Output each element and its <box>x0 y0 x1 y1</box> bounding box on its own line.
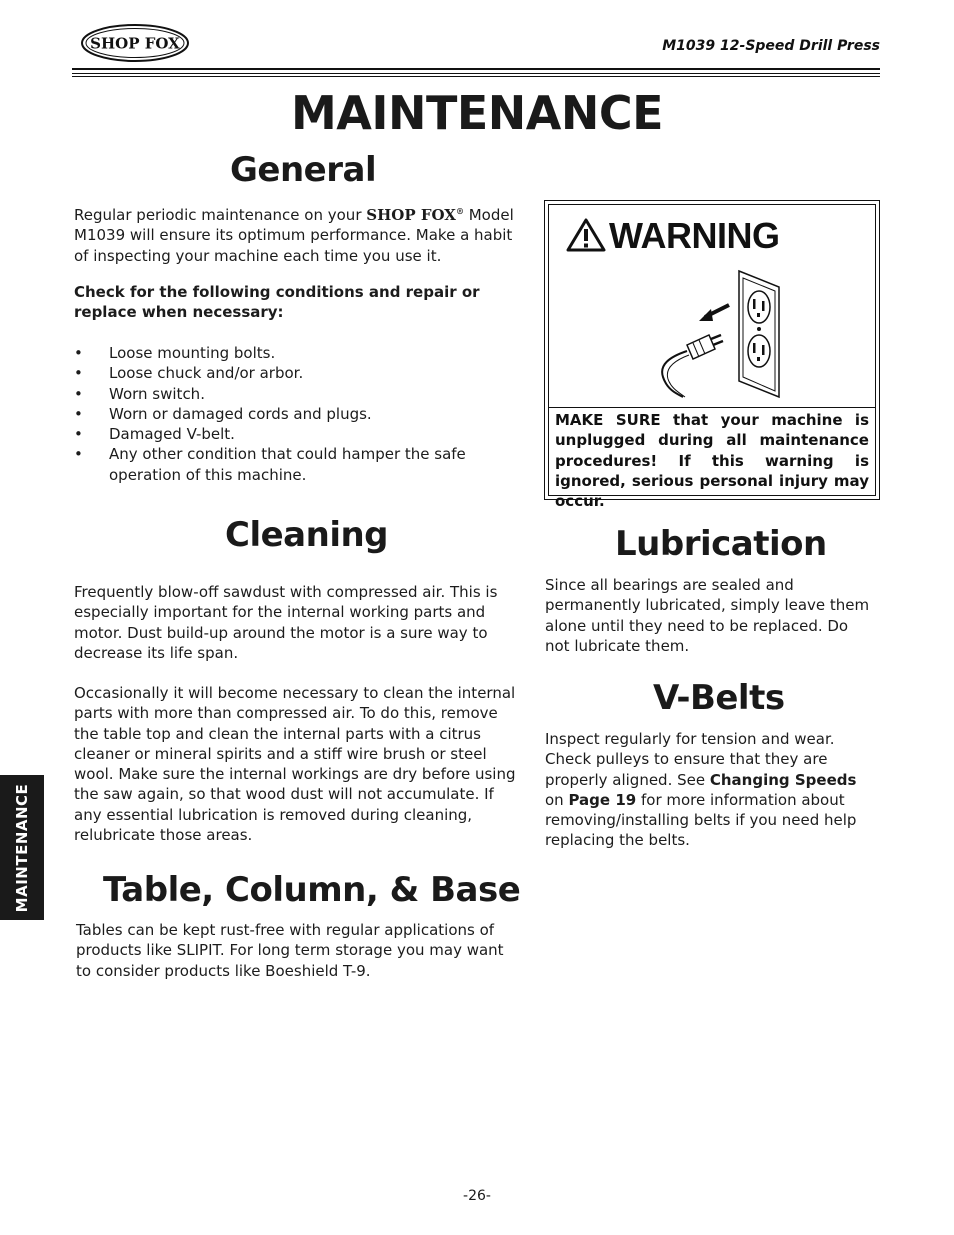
side-tab-label: MAINTENANCE <box>13 783 31 912</box>
vbelts-paragraph <box>545 729 875 851</box>
list-item: • Worn or damaged cords and plugs. <box>74 404 494 424</box>
brand-name: SHOP FOX® <box>366 206 464 224</box>
warning-title: WARNING <box>609 215 780 256</box>
table-column-base-heading: Table, Column, & Base <box>103 870 521 910</box>
general-intro <box>74 201 520 266</box>
header-rule <box>72 73 880 74</box>
changing-speeds-reference: Changing Speeds <box>709 770 857 789</box>
warning-inner-frame <box>548 204 876 511</box>
warning-message: MAKE SURE that your machine is unplugged during all maintenance procedures! If this warning is ignored, serious personal injury may occur. <box>555 411 869 511</box>
general-heading: General <box>230 150 377 190</box>
conditions-list <box>74 343 494 485</box>
intro-text: Model M1039 will ensure its optimum performance. Make a habit of inspecting your machine each time you use it. <box>74 206 514 265</box>
list-item: • Damaged V-belt. <box>74 424 494 444</box>
page-title: MAINTENANCE <box>290 86 664 140</box>
cleaning-paragraph-2: Occasionally it will become necessary to clean the internal parts with more than compressed air. To do this, remove the table top and clean the internal parts with a citrus cleaner or mineral spirits and a stiff wire brush or steel wool. Make sure the internal workings are dry before using the saw again, so that wood dust will not accumulate. If any essential lubrication is removed during cleaning, relubricate those areas. <box>74 684 516 845</box>
vbelts-text: Inspect regularly for tension and wear. Check pulleys to ensure that they are properly aligned. See <box>545 730 835 789</box>
header-rule <box>72 68 880 70</box>
manual-title: M1039 12-Speed Drill Press <box>662 38 880 54</box>
page-19-reference: Page 19 <box>568 790 637 809</box>
header-rule <box>72 76 880 77</box>
logo-text: SHOP FOX <box>90 34 180 53</box>
warning-triangle-icon <box>566 218 606 252</box>
check-heading: Check for the following conditions and repair or replace when necessary: <box>74 283 480 322</box>
table-column-base-paragraph: Tables can be kept rust-free with regular applications of products like SLIPIT. For long term storage you may want to consider products like Boeshield T-9. <box>76 921 504 980</box>
shop-fox-logo <box>80 23 190 63</box>
lubrication-heading: Lubrication <box>615 524 827 564</box>
vbelts-text: on <box>545 790 564 809</box>
list-item: • Loose chuck and/or arbor. <box>74 363 494 383</box>
list-item: • Loose mounting bolts. <box>74 343 494 363</box>
list-item: • Worn switch. <box>74 384 494 404</box>
warning-box <box>544 200 880 511</box>
warning-divider <box>549 407 875 408</box>
page-number: -26- <box>463 1188 491 1204</box>
vbelts-text: for more information about removing/installing belts if you need help replacing the belts. <box>545 790 857 850</box>
list-item: • Any other condition that could hamper the safe operation of this machine. <box>74 444 494 485</box>
cleaning-heading: Cleaning <box>225 515 389 555</box>
section-side-tab <box>0 775 44 920</box>
vbelts-heading: V-Belts <box>653 678 785 718</box>
intro-text: Regular periodic maintenance on your <box>74 206 362 224</box>
unplug-outlet-icon <box>649 265 789 405</box>
lubrication-paragraph: Since all bearings are sealed and permanently lubricated, simply leave them alone until they need to be replaced. Do not lubricate them. <box>545 576 870 655</box>
cleaning-paragraph-1: Frequently blow-off sawdust with compressed air. This is especially important for the internal working parts and motor. Dust build-up around the motor is a sure way to decrease its life span. <box>74 583 498 662</box>
